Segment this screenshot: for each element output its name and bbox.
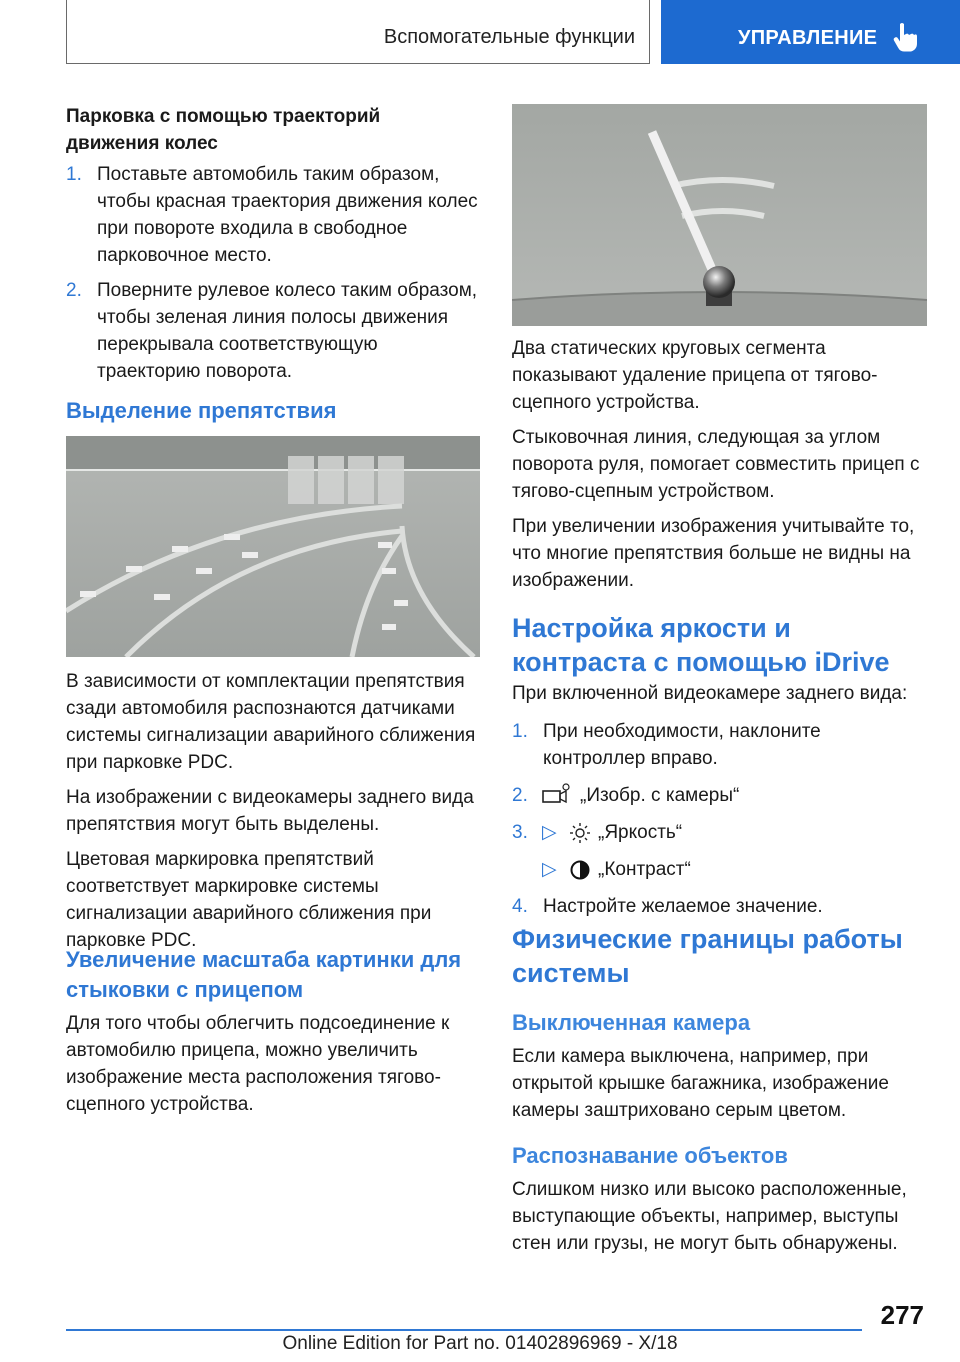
contrast-icon bbox=[568, 858, 592, 882]
page-number: 277 bbox=[880, 1300, 924, 1330]
step-text: При необходимости, наклоните контроллер вправо. bbox=[543, 721, 821, 769]
step-number: 1. bbox=[512, 721, 528, 742]
list-item bbox=[512, 856, 927, 883]
step-number: 2. bbox=[512, 785, 528, 806]
paragraph: Если камера выключена, например, при открытой крышке багажника, изображение камеры заштриховано серым цветом. bbox=[512, 1046, 889, 1121]
paragraph: На изображении с видеокамеры заднего вида препятствия могут быть выделены. bbox=[66, 787, 474, 835]
paragraph: Стыковочная линия, следующая за углом поворота руля, помогает совместить прицеп с тягово-сцепным устройством. bbox=[512, 427, 920, 502]
paragraph: Слишком низко или высоко расположенные, выступающие объекты, например, выступы стен или грузы, не могут быть обнаружены. bbox=[512, 1179, 907, 1254]
object-detection-heading: Распознавание объектов bbox=[512, 1143, 788, 1168]
camera-settings-icon bbox=[542, 782, 572, 806]
list-item bbox=[66, 277, 480, 385]
camera-off-heading: Выключенная камера bbox=[512, 1010, 751, 1035]
step-number: 3. bbox=[512, 822, 528, 843]
header-chapter-title: УПРАВЛЕНИЕ bbox=[738, 27, 878, 49]
step-text: Настройте желаемое значение. bbox=[543, 896, 823, 917]
step-text: „Изобр. с камеры“ bbox=[580, 785, 740, 806]
step-text: Поверните рулевое колесо таким образом, чтобы зеленая линия полосы движения перекрывала соответствующую траекторию поворота. bbox=[97, 280, 478, 382]
paragraph: Цветовая маркировка препятствий соответствует маркировке системы сигнализации аварийного сближения при парковке PDC. bbox=[66, 849, 432, 951]
parking-trajectory-image bbox=[66, 436, 480, 657]
step-number: 1. bbox=[66, 164, 82, 185]
parking-heading: Парковка с помощью траекторий движения колес bbox=[66, 106, 381, 154]
arrow-right-icon: ▷ bbox=[542, 822, 557, 843]
footer-divider bbox=[66, 1329, 862, 1331]
paragraph: В зависимости от комплектации препятствия сзади автомобиля распознаются датчиками системы сигнализации аварийного сближения при парковке PDC. bbox=[66, 671, 476, 773]
step-number: 4. bbox=[512, 896, 528, 917]
list-item bbox=[66, 161, 480, 269]
arrow-right-icon: ▷ bbox=[542, 859, 557, 880]
limits-heading: Физические границы работы системы bbox=[512, 924, 903, 988]
obstacles-heading: Выделение препятствия bbox=[66, 398, 337, 423]
paragraph: При увеличении изображения учитывайте то, что многие препятствия больше не видны на изображении. bbox=[512, 516, 915, 591]
step-text: „Яркость“ bbox=[598, 822, 683, 843]
paragraph: Два статических круговых сегмента показывают удаление прицепа от тягово-сцепного устройства. bbox=[512, 338, 878, 413]
brightness-heading: Настройка яркости и контраста с помощью iDrive bbox=[512, 613, 890, 677]
hand-pointer-icon bbox=[893, 22, 919, 52]
list-item bbox=[512, 893, 927, 920]
list-item bbox=[512, 782, 927, 809]
step-number: 2. bbox=[66, 280, 82, 301]
brightness-icon bbox=[568, 821, 592, 845]
list-item bbox=[512, 718, 927, 772]
header-section-title: Вспомогательные функции bbox=[383, 26, 635, 48]
paragraph: Для того чтобы облегчить подсоединение к автомобилю прицепа, можно увеличить изображение места расположения тягово-сцепного устройства. bbox=[66, 1013, 450, 1115]
step-text: Поставьте автомобиль таким образом, чтобы красная траектория движения колес при повороте входила в свободное парковочное место. bbox=[97, 164, 478, 266]
footer-edition: Online Edition for Part no. 01402896969 - X/18 bbox=[282, 1333, 678, 1354]
trailer-coupling-image bbox=[512, 104, 927, 326]
step-text: „Контраст“ bbox=[598, 859, 691, 880]
paragraph: При включенной видеокамере заднего вида: bbox=[512, 683, 908, 704]
list-item bbox=[512, 819, 927, 846]
zoom-heading: Увеличение масштаба картинки для стыковки с прицепом bbox=[66, 947, 462, 1002]
header-section-box bbox=[66, 0, 650, 64]
